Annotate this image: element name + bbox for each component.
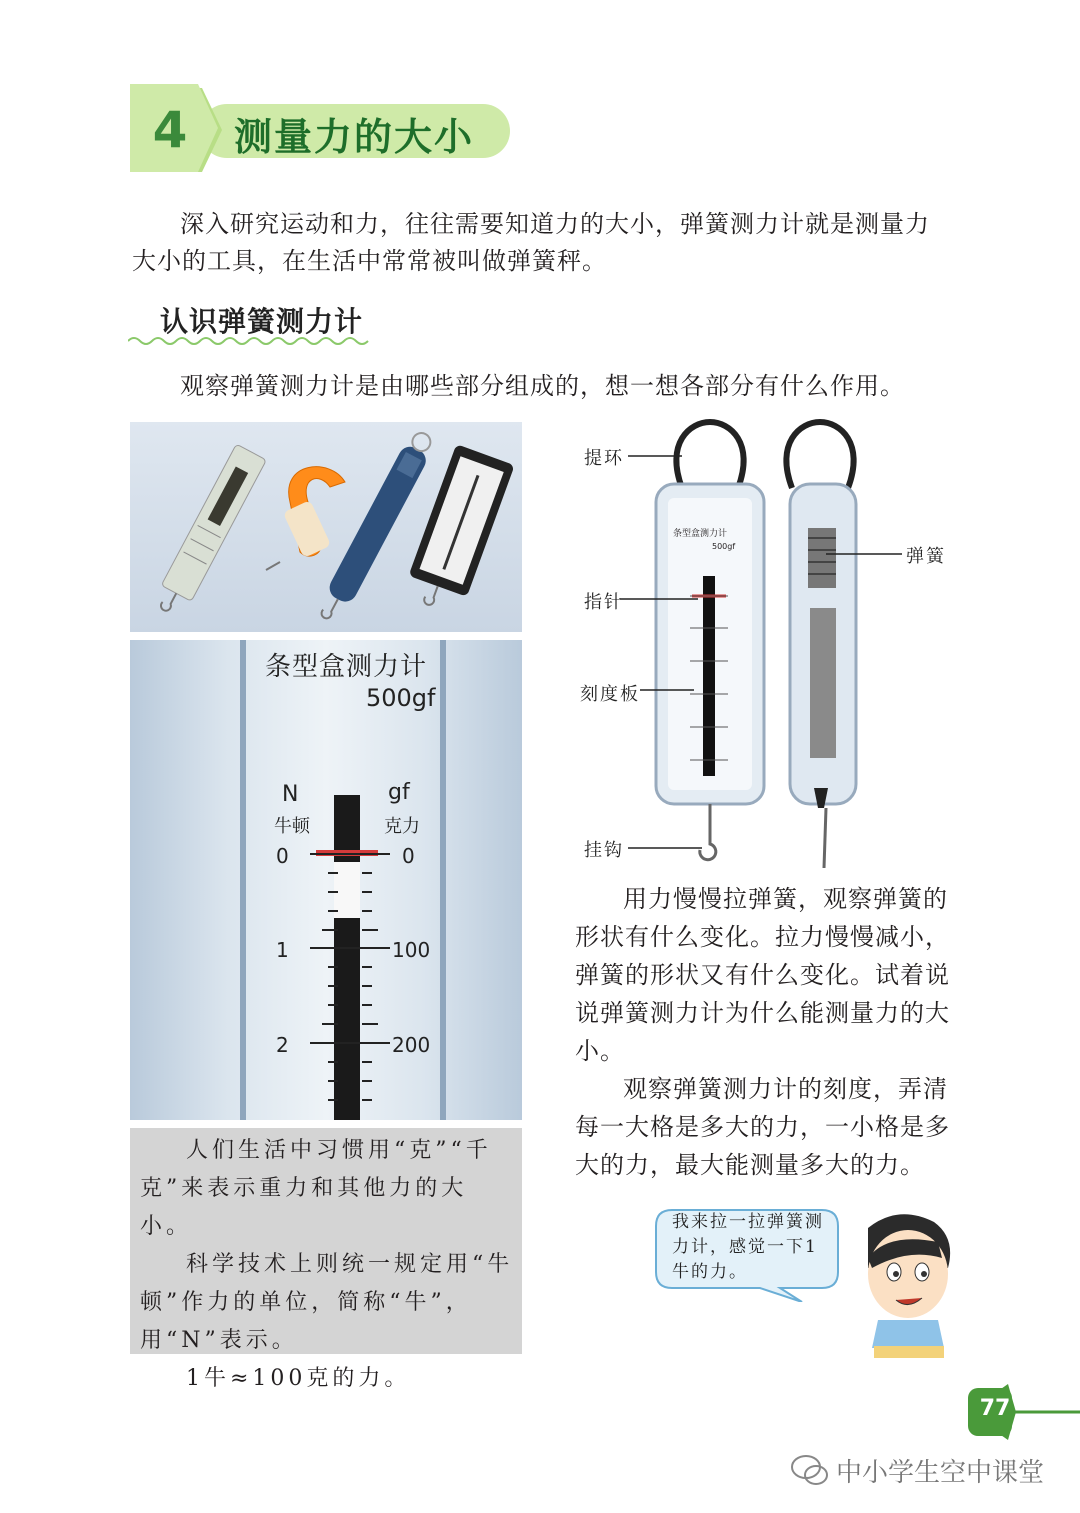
diagram-device-capacity: 500gf (712, 542, 736, 551)
lesson-header (130, 82, 520, 178)
scale-closeup-photo (130, 640, 522, 1120)
closeup-device-name: 条型盒测力计 (265, 652, 428, 682)
closeup-n-tick-2: 2 (276, 1033, 289, 1057)
observe-instruction: 观察弹簧测力计是由哪些部分组成的，想一想各部分有什么作用。 (180, 372, 905, 400)
note-paragraph-2: 科学技术上则统一规定用“牛顿”作力的单位，简称“牛”，用“N”表示。 (140, 1252, 514, 1353)
unit-note-box (130, 1128, 522, 1391)
note-paragraph-1: 人们生活中习惯用“克”“千克”来表示重力和其他力的大小。 (140, 1138, 492, 1239)
closeup-gf-name: 克力 (384, 816, 420, 837)
watermark (790, 1450, 1044, 1490)
diagram-device-name: 条型盒测力计 (673, 529, 728, 539)
closeup-newton-symbol: N (282, 782, 299, 807)
spring-scale-diagram (570, 418, 960, 878)
section-heading: 认识弹簧测力计 (160, 305, 364, 338)
label-ring: 提环 (584, 448, 624, 469)
intro-paragraph: 深入研究运动和力，往往需要知道力的大小，弹簧测力计就是测量力大小的工具，在生活中常常被叫做弹簧秤。 (132, 210, 930, 275)
spring-scales-photo (130, 422, 522, 632)
speech-text: 我来拉一拉弹簧测力计，感觉一下1牛的力。 (672, 1212, 824, 1282)
lesson-number: 4 (152, 101, 188, 159)
closeup-capacity: 500gf (366, 684, 436, 712)
label-scale-plate: 刻度板 (580, 684, 640, 705)
closeup-n-tick-0: 0 (276, 844, 289, 868)
activity-paragraph-2: 观察弹簧测力计的刻度，弄清每一大格是多大的力，一小格是多大的力，最大能测量多大的力。 (575, 1075, 950, 1179)
closeup-g-tick-200: 200 (392, 1033, 431, 1057)
label-pointer: 指针 (584, 592, 624, 613)
chat-bubble-icon (790, 1453, 830, 1487)
closeup-gf-symbol: gf (388, 780, 410, 805)
closeup-g-tick-100: 100 (392, 938, 431, 962)
lesson-title: 测量力的大小 (234, 115, 475, 159)
watermark-text: 中小学生空中课堂 (836, 1457, 1045, 1488)
activity-paragraph-1: 用力慢慢拉弹簧，观察弹簧的形状有什么变化。拉力慢慢减小，弹簧的形状又有什么变化。试着说说弹簧测力计为什么能测量力的大小。 (575, 885, 950, 1065)
closeup-newton-name: 牛顿 (274, 816, 310, 837)
section-underline-wave (128, 334, 378, 348)
label-hook: 挂钩 (584, 840, 624, 861)
note-paragraph-3: 1牛≈100克的力。 (186, 1366, 411, 1391)
closeup-tick-marks (300, 840, 400, 1120)
boy-illustration (838, 1208, 978, 1358)
closeup-g-tick-0: 0 (402, 844, 415, 868)
label-spring: 弹簧 (906, 546, 946, 567)
activity-text (575, 880, 953, 1184)
closeup-n-tick-1: 1 (276, 938, 289, 962)
page-number: 77 (979, 1396, 1011, 1421)
